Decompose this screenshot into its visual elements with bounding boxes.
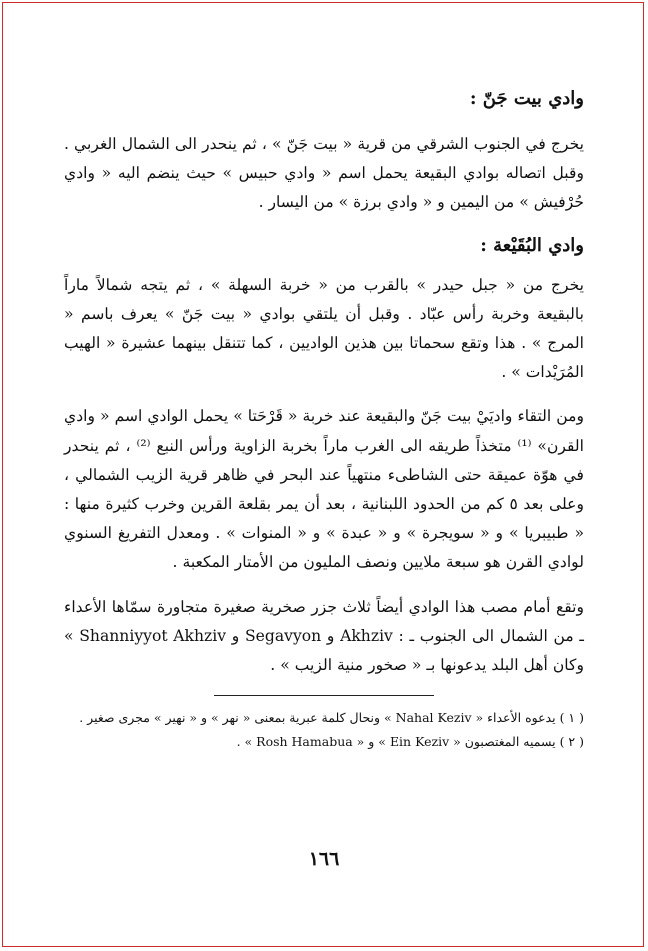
page-number: ١٦٦ — [308, 848, 340, 870]
footnote-2: ( ٢ ) يسميه المغتصبون « Ein Keziv » و « Rosh Hamabua » . — [236, 734, 584, 750]
section-heading-buqeia: وادي البُقَيْعة : — [480, 234, 584, 256]
document-page — [64, 86, 584, 754]
footnote-1: ( ١ ) يدعوه الأعداء « Nahal Keziv » ونحال كلمة عبرية بمعنى « نهر » و « نهير » مجرى صغير . — [79, 710, 584, 726]
paragraph-beit-jann: يخرج في الجنوب الشرقي من قرية « بيت جَنّ » ، ثم ينحدر الى الشمال الغربي . وقبل اتصاله بوادي البقيعة يحمل اسم « وادي حبيس » حيث ينضم اليه « وادي حُرْفيش » من اليمين و « وادي برزة » من اليسار . — [64, 135, 584, 212]
paragraph-buqeia-2: ومن التقاء واديَيْ بيت جَنّ والبقيعة عند خربة « قَرْحَتا » يحمل الوادي اسم « وادي القرن» ⁽¹⁾ متخذاً طريقه الى الغرب ماراً بخربة الزاوية ورأس النبع ⁽²⁾ ، ثم ينحدر في هوّة عميقة حتى الشاطىء منتهياً عند البحر في ظاهر قرية الزيب الشمالي ، وعلى بعد ٥ كم من الحدود اللبنانية ، بعد أن يمر بقلعة القرين وخرب كثيرة منها : « طبيبريا » و « سويجرة » و « عبدة » و « المنوات » . ومعدل التفريغ السنوي لوادي القرن هو سبعة ملايين ونصف المليون من الأمتار المكعبة . — [64, 407, 584, 572]
paragraph-buqeia-1: يخرج من « جبل حيدر » بالقرب من « خربة السهلة » ، ثم يتجه شمالاً ماراً بالبقيعة وخربة رأس عبّاد . وقبل أن يلتقي بوادي « بيت جَنّ » يعرف باسم « المرج » . هذا وتقع سحماتا بين هذين الواديين ، كما تتنقل بينهما عشيرة « الهيب المُرَيْدات » . — [64, 275, 584, 382]
footnote-divider — [214, 695, 434, 696]
paragraph-buqeia-3: وتقع أمام مصب هذا الوادي أيضاً ثلاث جزر صخرية صغيرة متجاورة سمّاها الأعداء ـ من الشمال الى الجنوب ـ : Akhziv و Segavyon و Shanniyyot Akhziv » وكان أهل البلد يدعونها بـ « صخور منية الزيب » . — [64, 597, 585, 675]
section-heading-beit-jann: وادي بيت جَنّ : — [469, 88, 584, 109]
